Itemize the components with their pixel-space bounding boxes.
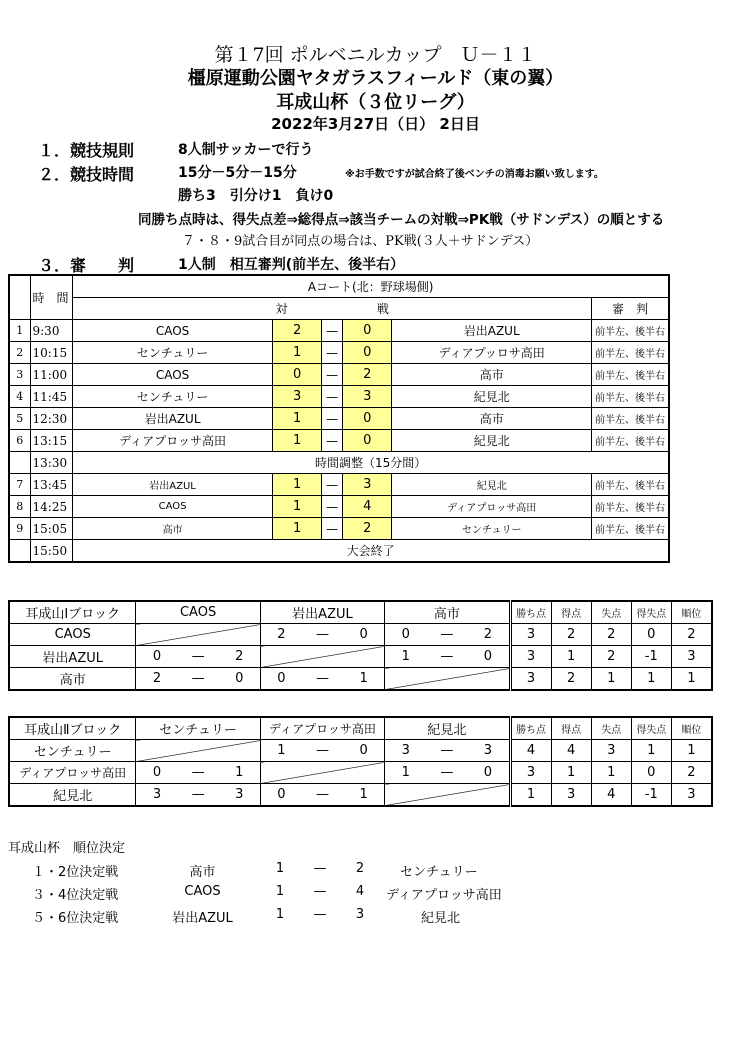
score-dash: — <box>302 784 343 807</box>
goals-for: 3 <box>385 740 427 762</box>
home-team: CAOS <box>73 320 273 342</box>
match-number: 1 <box>9 320 30 342</box>
ranking-home-score: 1 <box>275 884 285 899</box>
goals-for: 3 <box>136 784 178 807</box>
match-number: 2 <box>9 342 30 364</box>
away-score: 3 <box>342 386 391 408</box>
rule-2-label: ２．競技時間 <box>38 165 135 184</box>
match-row <box>9 474 669 496</box>
match-referee: 前半左、後半右 <box>591 320 669 342</box>
match-time: 14:25 <box>30 496 73 518</box>
self-match-cell <box>385 784 510 807</box>
block-row <box>9 668 712 691</box>
ranking-away-team: ディアプロッサ高田 <box>386 888 502 903</box>
block-header-row <box>9 601 712 624</box>
match-time: 11:45 <box>30 386 73 408</box>
score-dash: — <box>426 762 467 784</box>
break-row <box>9 452 669 474</box>
break-label: 時間調整（15分間） <box>73 452 669 474</box>
goals-for: 0 <box>136 646 178 668</box>
score-dash: — <box>178 784 219 807</box>
score-dash: — <box>426 624 467 646</box>
block-team-name: 高市 <box>9 668 136 691</box>
away-score: 0 <box>342 320 391 342</box>
goals-against: 1 <box>343 668 385 691</box>
block-row <box>9 624 712 646</box>
time-header: 時 間 <box>30 275 73 320</box>
block-team-header: 紀見北 <box>385 717 510 740</box>
rank-value: 1 <box>671 740 712 762</box>
points-value: 4 <box>510 740 551 762</box>
goal-diff-value: 1 <box>631 668 671 691</box>
away-score: 3 <box>342 474 391 496</box>
self-match-cell <box>136 740 260 762</box>
break-time: 13:30 <box>30 452 73 474</box>
ranking-away-score: 2 <box>355 861 365 876</box>
score-dash: — <box>426 646 467 668</box>
goals-conceded-value: 2 <box>591 624 631 646</box>
match-number: 7 <box>9 474 30 496</box>
away-team: ディアプロッサ高田 <box>392 496 592 518</box>
score-dash: — <box>322 386 343 408</box>
goals-against: 2 <box>467 624 510 646</box>
tiebreak-rule: 同勝ち点時は、得失点差⇒総得点⇒該当チームの対戦⇒PK戦（サドンデス）の順とする <box>138 212 665 228</box>
match-row <box>9 408 669 430</box>
goals-conceded-value: 3 <box>591 740 631 762</box>
away-team: 高市 <box>392 364 592 386</box>
home-team: センチュリー <box>73 386 273 408</box>
stat-header: 順位 <box>671 717 712 740</box>
goal-diff-value: -1 <box>631 784 671 807</box>
self-match-cell <box>260 762 384 784</box>
away-team: センチュリー <box>392 518 592 540</box>
match-referee: 前半左、後半右 <box>591 386 669 408</box>
goals-against: 1 <box>343 784 385 807</box>
home-score: 1 <box>272 496 321 518</box>
block-1-table <box>8 600 713 691</box>
stat-header: 失点 <box>591 601 631 624</box>
ranking-home-score: 1 <box>275 907 285 922</box>
away-team: 高市 <box>392 408 592 430</box>
goals-for: 0 <box>260 784 302 807</box>
goals-for: 0 <box>385 624 427 646</box>
home-score: 1 <box>272 430 321 452</box>
goals-for: 1 <box>260 740 302 762</box>
score-dash: — <box>322 496 343 518</box>
score-dash: — <box>322 430 343 452</box>
score-dash: — <box>322 342 343 364</box>
ranking-title: 耳成山杯 順位決定 <box>8 841 126 856</box>
rank-value: 1 <box>671 668 712 691</box>
goals-scored-value: 2 <box>551 668 591 691</box>
home-team: CAOS <box>73 496 273 518</box>
away-team: ディアプッロサ高田 <box>392 342 592 364</box>
home-team: 岩出AZUL <box>73 408 273 430</box>
goals-against: 1 <box>219 762 261 784</box>
stat-header: 得失点 <box>631 717 671 740</box>
home-score: 1 <box>272 342 321 364</box>
ranking-label: ３・4位決定戦 <box>32 888 119 903</box>
ranking-home-team: CAOS <box>184 884 221 899</box>
away-score: 2 <box>342 518 391 540</box>
goal-diff-value: 0 <box>631 762 671 784</box>
score-dash: — <box>322 518 343 540</box>
score-dash: — <box>178 668 219 691</box>
score-dash: — <box>322 408 343 430</box>
score-dash: — <box>426 740 467 762</box>
match-referee: 前半左、後半右 <box>591 408 669 430</box>
points-value: 1 <box>510 784 551 807</box>
match-referee: 前半左、後半右 <box>591 474 669 496</box>
stat-header: 得点 <box>551 601 591 624</box>
stat-header: 得点 <box>551 717 591 740</box>
home-score: 2 <box>272 320 321 342</box>
away-score: 0 <box>342 408 391 430</box>
ranking-home-score: 1 <box>275 861 285 876</box>
match-row <box>9 518 669 540</box>
rank-value: 2 <box>671 762 712 784</box>
home-team: 高市 <box>73 518 273 540</box>
pk-note: ７・８・9試合目が同点の場合は、PK戦(３人＋サドンデス） <box>182 234 539 249</box>
goal-diff-value: -1 <box>631 646 671 668</box>
points-rule: 勝ち3 引分け1 負け0 <box>178 188 334 204</box>
block-row <box>9 784 712 807</box>
ref-header: 審 判 <box>591 298 669 320</box>
ranking-dash: — <box>313 884 327 899</box>
match-referee: 前半左、後半右 <box>591 342 669 364</box>
block-header-row <box>9 717 712 740</box>
match-row <box>9 320 669 342</box>
goals-against: 0 <box>467 646 510 668</box>
goals-scored-value: 4 <box>551 740 591 762</box>
goals-for: 0 <box>260 668 302 691</box>
match-number: 6 <box>9 430 30 452</box>
goals-for: 2 <box>260 624 302 646</box>
ranking-dash: — <box>313 861 327 876</box>
ranking-home-team: 高市 <box>189 865 216 880</box>
goals-scored-value: 1 <box>551 762 591 784</box>
score-dash: — <box>322 474 343 496</box>
goals-conceded-value: 1 <box>591 668 631 691</box>
vs-left-header: 対 <box>73 298 322 320</box>
rule-3-value: 1人制 相互審判(前半左、後半右） <box>178 257 405 273</box>
home-score: 3 <box>272 386 321 408</box>
goals-against: 0 <box>219 668 261 691</box>
away-team: 紀見北 <box>392 386 592 408</box>
score-dash: — <box>302 668 343 691</box>
stat-header: 勝ち点 <box>510 601 551 624</box>
ranking-label: １・2位決定戦 <box>32 865 119 880</box>
match-time: 9:30 <box>30 320 73 342</box>
score-dash: — <box>302 740 343 762</box>
block-title: 耳成山Ⅱブロック <box>9 717 136 740</box>
goal-diff-value: 1 <box>631 740 671 762</box>
home-score: 0 <box>272 364 321 386</box>
points-value: 3 <box>510 668 551 691</box>
ranking-dash: — <box>313 907 327 922</box>
ranking-away-team: 紀見北 <box>421 911 461 926</box>
ranking-away-team: センチュリー <box>400 865 478 880</box>
score-dash: — <box>322 320 343 342</box>
goals-for: 0 <box>136 762 178 784</box>
vs-right-header: 戦 <box>342 298 591 320</box>
goals-scored-value: 1 <box>551 646 591 668</box>
goals-against: 3 <box>219 784 261 807</box>
schedule-table <box>8 274 670 563</box>
end-time: 15:50 <box>30 540 73 563</box>
match-referee: 前半左、後半右 <box>591 364 669 386</box>
away-team: 紀見北 <box>392 430 592 452</box>
block-team-header: 高市 <box>385 601 510 624</box>
away-score: 2 <box>342 364 391 386</box>
rule-2-note: ※お手数ですが試合終了後ベンチの消毒お願い致します。 <box>345 169 604 180</box>
points-value: 3 <box>510 624 551 646</box>
block-team-header: センチュリー <box>136 717 260 740</box>
self-match-cell <box>260 646 384 668</box>
block-title: 耳成山Ⅰブロック <box>9 601 136 624</box>
goals-for: 2 <box>136 668 178 691</box>
home-team: 岩出AZUL <box>73 474 273 496</box>
stat-header: 失点 <box>591 717 631 740</box>
ranking-away-score: 4 <box>355 884 365 899</box>
rank-value: 3 <box>671 784 712 807</box>
block-team-name: センチュリー <box>9 740 136 762</box>
match-referee: 前半左、後半右 <box>591 496 669 518</box>
goals-for: 1 <box>385 646 427 668</box>
match-time: 11:00 <box>30 364 73 386</box>
away-team: 岩出AZUL <box>392 320 592 342</box>
rank-value: 3 <box>671 646 712 668</box>
stat-header: 得失点 <box>631 601 671 624</box>
block-team-name: CAOS <box>9 624 136 646</box>
points-value: 3 <box>510 762 551 784</box>
self-match-cell <box>136 624 260 646</box>
match-referee: 前半左、後半右 <box>591 430 669 452</box>
goals-against: 3 <box>467 740 510 762</box>
self-match-cell <box>385 668 510 691</box>
match-row <box>9 342 669 364</box>
ranking-away-score: 3 <box>355 907 365 922</box>
match-time: 15:05 <box>30 518 73 540</box>
goals-for: 1 <box>385 762 427 784</box>
goals-scored-value: 3 <box>551 784 591 807</box>
court-header: Aコート(北：野球場側) <box>73 275 669 298</box>
match-row <box>9 496 669 518</box>
away-score: 4 <box>342 496 391 518</box>
rule-3-label: ３．審 判 <box>38 256 135 275</box>
goals-conceded-value: 4 <box>591 784 631 807</box>
ranking-label: ５・6位決定戦 <box>32 911 119 926</box>
home-score: 1 <box>272 474 321 496</box>
block-team-name: ディアプロッサ高田 <box>9 762 136 784</box>
cup-title: 耳成山杯（３位リーグ） <box>276 92 475 113</box>
match-number: 4 <box>9 386 30 408</box>
goals-against: 2 <box>219 646 261 668</box>
block-team-name: 紀見北 <box>9 784 136 807</box>
block-team-name: 岩出AZUL <box>9 646 136 668</box>
goals-against: 0 <box>343 740 385 762</box>
block-row <box>9 646 712 668</box>
venue-title: 橿原運動公園ヤタガラスフィールド（東の翼） <box>187 68 564 89</box>
block-2-table <box>8 716 713 807</box>
block-team-header: ディアプロッサ高田 <box>260 717 384 740</box>
home-score: 1 <box>272 408 321 430</box>
end-label: 大会終了 <box>73 540 669 563</box>
stat-header: 順位 <box>671 601 712 624</box>
match-row <box>9 430 669 452</box>
score-dash: — <box>178 646 219 668</box>
end-row <box>9 540 669 563</box>
home-score: 1 <box>272 518 321 540</box>
match-time: 12:30 <box>30 408 73 430</box>
match-referee: 前半左、後半右 <box>591 518 669 540</box>
tournament-title: 第１7回 ポルベニルカップ Ｕ－１１ <box>214 44 537 66</box>
date-title: 2022年3月27日（日） 2日目 <box>271 115 480 133</box>
goal-diff-value: 0 <box>631 624 671 646</box>
match-time: 13:15 <box>30 430 73 452</box>
match-time: 10:15 <box>30 342 73 364</box>
home-team: センチュリー <box>73 342 273 364</box>
goals-scored-value: 2 <box>551 624 591 646</box>
ranking-home-team: 岩出AZUL <box>172 911 233 926</box>
rule-1-value: 8人制サッカーで行う <box>178 142 314 158</box>
block-row <box>9 762 712 784</box>
home-team: CAOS <box>73 364 273 386</box>
goals-against: 0 <box>467 762 510 784</box>
match-time: 13:45 <box>30 474 73 496</box>
points-value: 3 <box>510 646 551 668</box>
score-dash: — <box>322 364 343 386</box>
rule-2-value: 15分－5分－15分 <box>178 165 297 181</box>
goals-against: 0 <box>343 624 385 646</box>
match-number: 3 <box>9 364 30 386</box>
rule-1-label: １．競技規則 <box>38 141 135 160</box>
away-score: 0 <box>342 430 391 452</box>
goals-conceded-value: 1 <box>591 762 631 784</box>
score-dash: — <box>302 624 343 646</box>
rank-value: 2 <box>671 624 712 646</box>
stat-header: 勝ち点 <box>510 717 551 740</box>
match-number: 8 <box>9 496 30 518</box>
match-number: 5 <box>9 408 30 430</box>
away-score: 0 <box>342 342 391 364</box>
home-team: ディアプロッサ高田 <box>73 430 273 452</box>
away-team: 紀見北 <box>392 474 592 496</box>
match-row <box>9 364 669 386</box>
block-team-header: CAOS <box>136 601 260 624</box>
block-row <box>9 740 712 762</box>
score-dash: — <box>178 762 219 784</box>
goals-conceded-value: 2 <box>591 646 631 668</box>
match-number: 9 <box>9 518 30 540</box>
block-team-header: 岩出AZUL <box>260 601 384 624</box>
match-row <box>9 386 669 408</box>
